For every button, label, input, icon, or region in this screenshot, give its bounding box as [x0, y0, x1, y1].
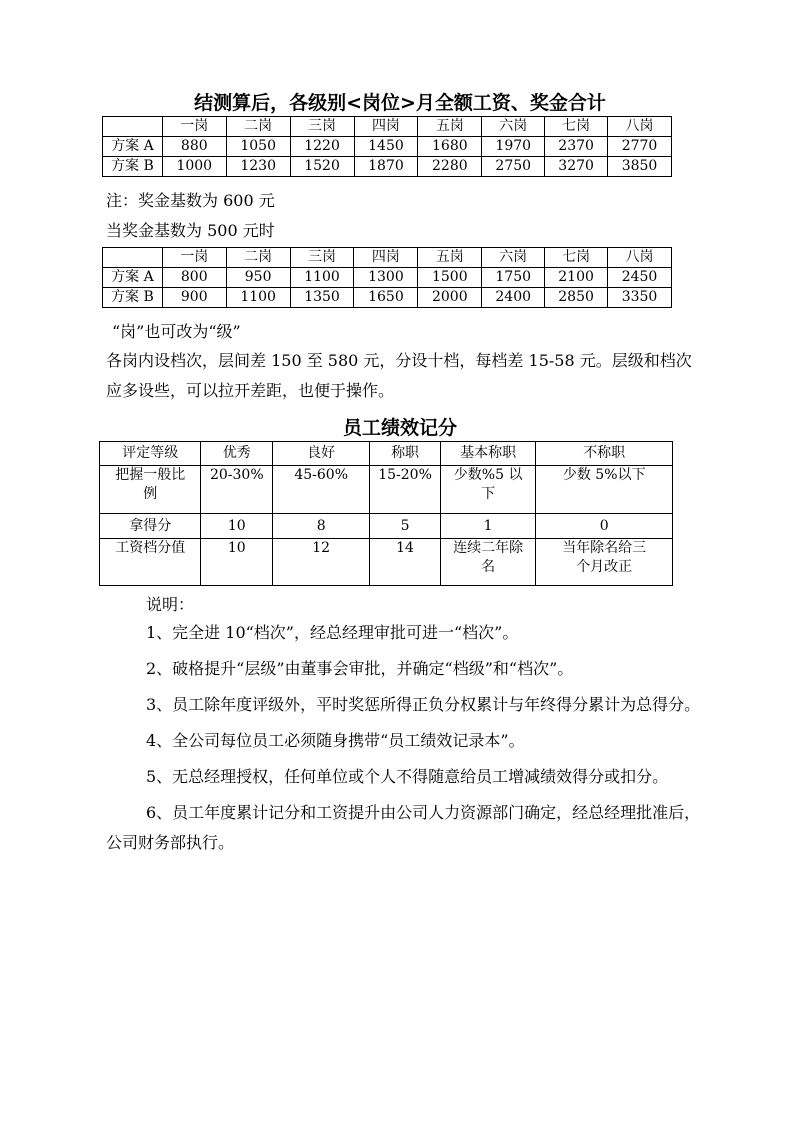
table-cell: 8 [273, 514, 370, 539]
header-cell: 三岗 [290, 248, 354, 268]
table-cell: 连续二年除名 [440, 539, 535, 586]
table-cell: 1500 [418, 268, 482, 288]
table3-title: 员工绩效记分 [342, 417, 457, 439]
table-header-row [100, 442, 673, 466]
table1-title: 结测算后，各级别<岗位>月全额工资、奖金合计 [194, 92, 606, 114]
header-cell: 优秀 [201, 442, 273, 466]
header-cell: 五岗 [418, 117, 482, 137]
table-cell: 2850 [545, 288, 608, 308]
explain-list [106, 618, 706, 858]
table-cell: 10 [201, 539, 273, 586]
list-item: 4、全公司每位员工必须随身携带“员工绩效记录本”。 [146, 731, 525, 750]
salary-table-500 [102, 247, 672, 308]
header-cell: 四岗 [354, 248, 418, 268]
header-cell: 五岗 [418, 248, 482, 268]
table-cell: 1450 [354, 137, 418, 157]
header-cell: 四岗 [354, 117, 418, 137]
table-cell: 0 [536, 514, 673, 539]
header-cell: 一岗 [162, 248, 226, 268]
table-cell: 20-30% [201, 466, 273, 514]
table-cell: 1350 [290, 288, 354, 308]
table-cell: 1100 [226, 288, 290, 308]
list-item: 1、完全进 10“档次”，经总经理审批可进一“档次”。 [146, 623, 519, 642]
table-cell: 1000 [162, 157, 226, 177]
table-cell: 1650 [354, 288, 418, 308]
table-cell: 15-20% [370, 466, 441, 514]
row-label: 方案 A [103, 268, 163, 288]
table-cell: 3270 [545, 157, 608, 177]
table-cell: 1870 [354, 157, 418, 177]
table-cell: 1750 [482, 268, 545, 288]
row-label: 工资档分值 [100, 539, 201, 586]
table-row [100, 539, 673, 586]
table-cell: 1970 [482, 137, 545, 157]
table-cell: 2400 [482, 288, 545, 308]
performance-table [99, 441, 673, 586]
list-item: 2、破格提升“层级”由董事会审批，并确定“档级”和“档次”。 [146, 659, 574, 678]
table-header-row [103, 248, 672, 268]
header-cell: 不称职 [536, 442, 673, 466]
paragraph-text: 各岗内设档次，层间差 150 至 580 元，分设十档，每档差 15-58 元。层级和档次应多设些，可以拉开差距，也便于操作。 [106, 351, 692, 400]
explain-heading: 说明： [146, 595, 195, 614]
note-bonus-600: 注：奖金基数为 600 元 [106, 191, 275, 210]
salary-table-600 [102, 116, 672, 177]
table-cell: 当年除名给三个月改正 [536, 539, 673, 586]
table-cell: 1100 [290, 268, 354, 288]
table-cell: 5 [370, 514, 441, 539]
table-cell: 14 [370, 539, 441, 586]
table-cell: 10 [201, 514, 273, 539]
table-cell: 2280 [418, 157, 482, 177]
table-row [103, 288, 672, 308]
note-level: “岗”也可改为“级” [112, 322, 241, 341]
table-cell: 少数 5%以下 [536, 466, 673, 514]
grade-paragraph [106, 346, 696, 406]
table-cell: 950 [226, 268, 290, 288]
table-cell: 3850 [608, 157, 672, 177]
header-cell: 一岗 [162, 117, 226, 137]
header-cell: 良好 [273, 442, 370, 466]
header-cell: 八岗 [608, 117, 672, 137]
header-cell [103, 117, 163, 137]
table-cell: 1300 [354, 268, 418, 288]
table-row [103, 268, 672, 288]
header-cell: 三岗 [290, 117, 354, 137]
table-cell: 1220 [290, 137, 354, 157]
note-bonus-500: 当奖金基数为 500 元时 [106, 221, 275, 240]
row-label: 拿得分 [100, 514, 201, 539]
table-cell: 45-60% [273, 466, 370, 514]
header-cell: 基本称职 [440, 442, 535, 466]
header-cell: 二岗 [226, 117, 290, 137]
list-item: 6、员工年度累计记分和工资提升由公司人力资源部门确定，经总经理批准后，公司财务部执行。 [106, 803, 701, 852]
table-cell: 2450 [608, 268, 672, 288]
table-row [100, 514, 673, 539]
table-cell: 3350 [608, 288, 672, 308]
row-label: 方案 B [103, 157, 163, 177]
table-cell: 2750 [482, 157, 545, 177]
header-cell: 七岗 [545, 117, 608, 137]
list-item: 5、无总经理授权，任何单位或个人不得随意给员工增减绩效得分或扣分。 [146, 767, 669, 786]
table-cell: 880 [162, 137, 226, 157]
table-header-row [103, 117, 672, 137]
table-cell: 1230 [226, 157, 290, 177]
table-row [103, 157, 672, 177]
header-cell [103, 248, 163, 268]
row-label: 把握一般比例 [100, 466, 201, 514]
table-cell: 1 [440, 514, 535, 539]
table-cell: 12 [273, 539, 370, 586]
row-label: 方案 B [103, 288, 163, 308]
table-cell: 2100 [545, 268, 608, 288]
table-cell: 800 [162, 268, 226, 288]
row-label: 方案 A [103, 137, 163, 157]
table-row [100, 466, 673, 514]
header-cell: 评定等级 [100, 442, 201, 466]
table-cell: 2770 [608, 137, 672, 157]
table-cell: 2370 [545, 137, 608, 157]
header-cell: 六岗 [482, 117, 545, 137]
header-cell: 二岗 [226, 248, 290, 268]
table-cell: 少数%5 以下 [440, 466, 535, 514]
table-cell: 900 [162, 288, 226, 308]
header-cell: 六岗 [482, 248, 545, 268]
table-cell: 2000 [418, 288, 482, 308]
header-cell: 七岗 [545, 248, 608, 268]
table-cell: 1520 [290, 157, 354, 177]
list-item: 3、员工除年度评级外，平时奖惩所得正负分权累计与年终得分累计为总得分。 [146, 695, 701, 714]
table-cell: 1050 [226, 137, 290, 157]
header-cell: 称职 [370, 442, 441, 466]
table-row [103, 137, 672, 157]
table-cell: 1680 [418, 137, 482, 157]
header-cell: 八岗 [608, 248, 672, 268]
